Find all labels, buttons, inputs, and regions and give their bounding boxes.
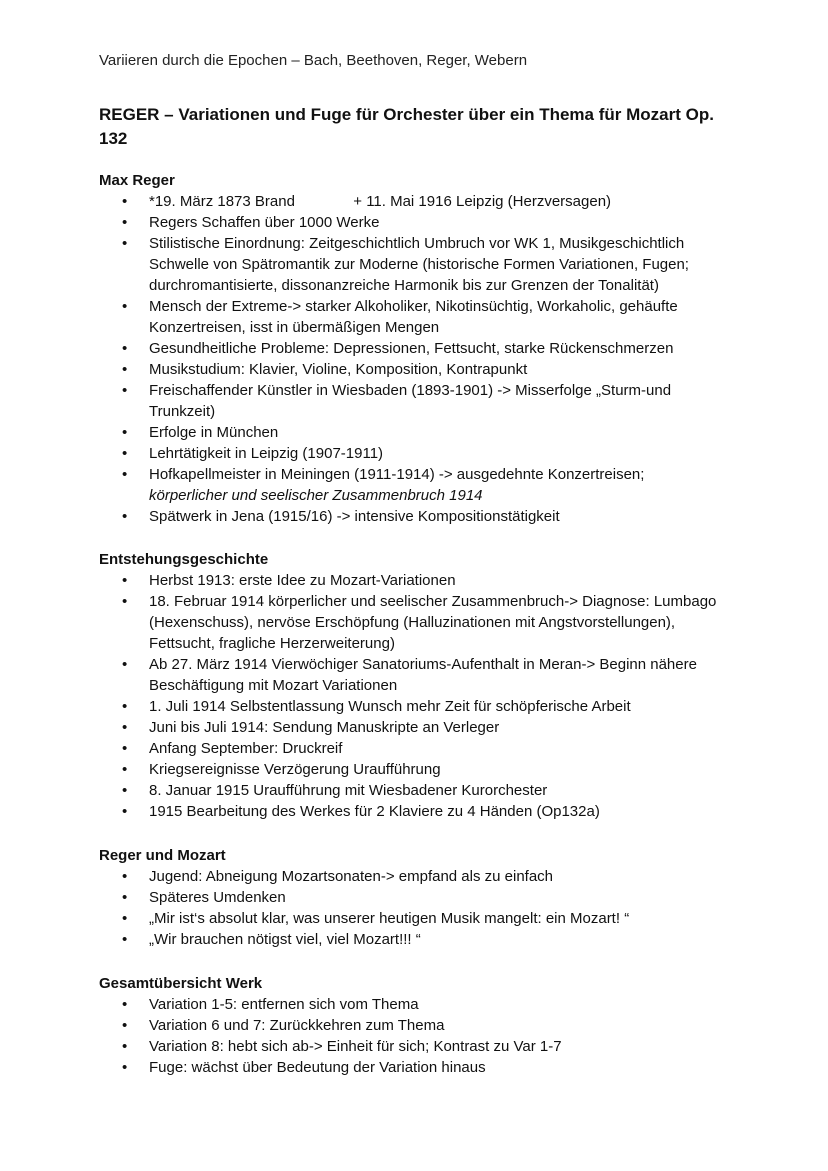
- list-item: • Regers Schaffen über 1000 Werke: [99, 212, 739, 233]
- bullet-list: [99, 866, 739, 950]
- section-entstehungsgeschichte: [99, 549, 739, 822]
- list-item: • Jugend: Abneigung Mozartsonaten-> empfand als zu einfach: [99, 866, 739, 887]
- list-item: • 1915 Bearbeitung des Werkes für 2 Klaviere zu 4 Händen (Op132a): [99, 801, 739, 822]
- bullet-list: [99, 570, 739, 822]
- list-item: • Fuge: wächst über Bedeutung der Variation hinaus: [99, 1057, 739, 1078]
- list-item: • Spätwerk in Jena (1915/16) -> intensive Kompositionstätigkeit: [99, 506, 739, 527]
- list-item: • Mensch der Extreme-> starker Alkoholiker, Nikotinsüchtig, Workaholic, gehäufte Konzertreisen, isst in übermäßigen Mengen: [99, 296, 739, 338]
- bullet-list: [99, 994, 739, 1078]
- list-item: • 8. Januar 1915 Uraufführung mit Wiesbadener Kurorchester: [99, 780, 739, 801]
- section-heading: Reger und Mozart: [99, 847, 226, 864]
- section-heading: Max Reger: [99, 172, 175, 189]
- section-max-reger: [99, 170, 739, 527]
- list-item: • Anfang September: Druckreif: [99, 738, 739, 759]
- list-item: • Juni bis Juli 1914: Sendung Manuskripte an Verleger: [99, 717, 739, 738]
- list-item: • Lehrtätigkeit in Leipzig (1907-1911): [99, 443, 739, 464]
- list-item: • Späteres Umdenken: [99, 887, 739, 908]
- bullet-list: [99, 191, 739, 527]
- list-item: • Stilistische Einordnung: Zeitgeschichtlich Umbruch vor WK 1, Musikgeschichtlich Schwelle von Spätromantik zur Moderne (historische Formen Variationen, Fugen; durchromantisierte, dissonanzreiche Harmonik bis zur Grenzen der Tonalität): [99, 233, 739, 296]
- list-item: • Ab 27. März 1914 Vierwöchiger Sanatoriums-Aufenthalt in Meran-> Beginn nähere Beschäftigung mit Mozart Variationen: [99, 654, 739, 696]
- list-item-italic-text: körperlicher und seelischer Zusammenbruch 1914: [149, 487, 483, 504]
- list-item: • Variation 8: hebt sich ab-> Einheit für sich; Kontrast zu Var 1-7: [99, 1036, 739, 1057]
- list-item: • „Mir ist‘s absolut klar, was unserer heutigen Musik mangelt: ein Mozart! “: [99, 908, 739, 929]
- list-item: • *19. März 1873 Brand + 11. Mai 1916 Leipzig (Herzversagen): [99, 191, 739, 212]
- list-item: • 1. Juli 1914 Selbstentlassung Wunsch mehr Zeit für schöpferische Arbeit: [99, 696, 739, 717]
- list-item: • Variation 1-5: entfernen sich vom Thema: [99, 994, 739, 1015]
- list-item: • Kriegsereignisse Verzögerung Uraufführung: [99, 759, 739, 780]
- document-title: REGER – Variationen und Fuge für Orchester über ein Thema für Mozart Op. 132: [99, 105, 714, 148]
- section-gesamtuebersicht-werk: [99, 973, 739, 1078]
- list-item: • Erfolge in München: [99, 422, 739, 443]
- section-reger-und-mozart: [99, 845, 739, 950]
- page-header: Variieren durch die Epochen – Bach, Beethoven, Reger, Webern: [99, 52, 528, 69]
- section-heading: Gesamtübersicht Werk: [99, 975, 263, 992]
- list-item: • Freischaffender Künstler in Wiesbaden (1893-1901) -> Misserfolge „Sturm-und Trunkzeit): [99, 380, 739, 422]
- list-item: • „Wir brauchen nötigst viel, viel Mozart!!! “: [99, 929, 739, 950]
- list-item: [99, 464, 739, 506]
- list-item: • Herbst 1913: erste Idee zu Mozart-Variationen: [99, 570, 739, 591]
- list-item: • 18. Februar 1914 körperlicher und seelischer Zusammenbruch-> Diagnose: Lumbago (Hexenschuss), nervöse Erschöpfung (Halluzinationen mit Angstvorstellungen), Fettsucht, fragliche Herzerweiterung): [99, 591, 739, 654]
- list-item: • Gesundheitliche Probleme: Depressionen, Fettsucht, starke Rückenschmerzen: [99, 338, 739, 359]
- list-item: • Variation 6 und 7: Zurückkehren zum Thema: [99, 1015, 739, 1036]
- list-item: • Musikstudium: Klavier, Violine, Komposition, Kontrapunkt: [99, 359, 739, 380]
- section-heading: Entstehungsgeschichte: [99, 551, 269, 568]
- list-item-text: Hofkapellmeister in Meiningen (1911-1914) -> ausgedehnte Konzertreisen;: [149, 466, 645, 483]
